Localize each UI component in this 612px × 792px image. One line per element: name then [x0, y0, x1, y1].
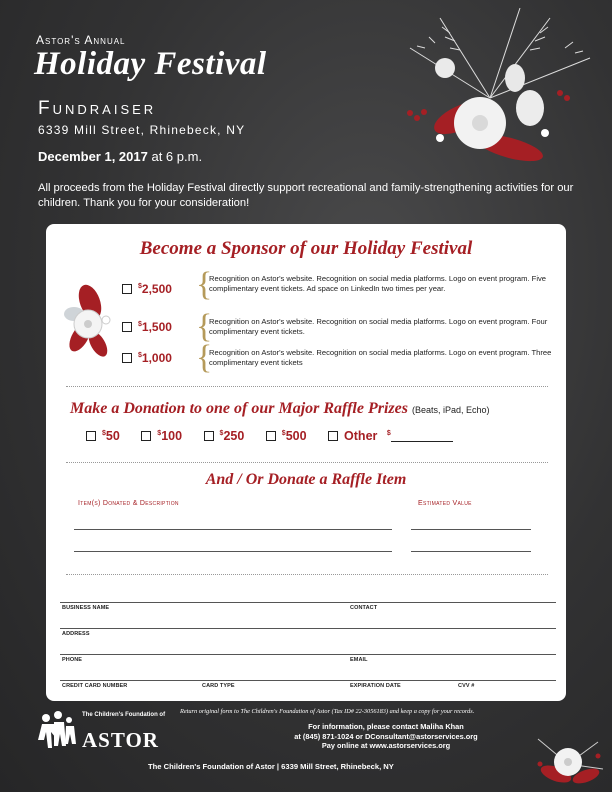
donation-heading-text: Make a Donation to one of our Major Raffle Prizes — [70, 400, 408, 417]
card-type-label: CARD TYPE — [202, 683, 235, 689]
poinsettia-icon — [60, 282, 120, 362]
email-label: EMAIL — [350, 657, 368, 663]
currency-symbol: $ — [138, 352, 142, 359]
item-description-line-2[interactable] — [74, 551, 392, 552]
corner-flower-icon — [528, 734, 608, 790]
logo-small-text: The Children's Foundation of — [82, 712, 166, 718]
tier-1500-checkbox[interactable] — [122, 320, 172, 334]
other-amount-field[interactable] — [391, 430, 453, 442]
currency-symbol: $ — [219, 429, 224, 437]
tier-amount: 1,000 — [141, 351, 172, 365]
currency-symbol: $ — [138, 283, 142, 290]
tier-description: Recognition on Astor's website. Recognition on social media platforms. Logo on event program. Three complimentary event tickets — [209, 348, 552, 367]
donation-500-checkbox[interactable] — [266, 429, 307, 443]
info-line-1: For information, please contact Maliha Khan — [308, 722, 464, 731]
annual-label: Astor's Annual — [36, 33, 126, 47]
tier-2500-checkbox[interactable] — [122, 282, 172, 296]
donation-other-checkbox[interactable] — [328, 429, 453, 443]
items-column-header: Item(s) Donated & Description — [78, 500, 179, 507]
raffle-heading: And / Or Donate a Raffle Item — [205, 471, 407, 488]
date-text: December 1, 2017 — [38, 149, 148, 164]
currency-symbol: $ — [386, 429, 391, 437]
contact-label: CONTACT — [350, 605, 378, 611]
donation-amounts — [86, 429, 471, 443]
tier-amount: 2,500 — [141, 282, 172, 296]
cvv-label: CVV # — [458, 683, 475, 689]
contact-info — [236, 722, 536, 751]
donation-100-checkbox[interactable] — [141, 429, 182, 443]
brace-decoration: { — [196, 339, 213, 376]
checkbox-box[interactable] — [122, 322, 132, 332]
return-note: Return original form to The Children's Foundation of Astor (Tax ID# 22-3056183) and keep a copy for your records. — [180, 708, 475, 715]
checkbox-box[interactable] — [86, 431, 96, 441]
tier-amount: 1,500 — [141, 320, 172, 334]
donation-amount: 500 — [285, 429, 307, 443]
divider — [66, 574, 548, 575]
currency-symbol: $ — [102, 429, 106, 437]
business-line-top — [60, 602, 556, 603]
currency-symbol: $ — [281, 429, 286, 437]
checkbox-box[interactable] — [204, 431, 214, 441]
divider — [66, 462, 548, 463]
tier-description: Recognition on Astor's website. Recognition on social media platforms. Logo on event program. Five complimentary event tickets. Ad space on LinkedIn two times per year. — [209, 274, 547, 293]
checkbox-box[interactable] — [122, 284, 132, 294]
time-text: at 6 p.m. — [147, 149, 203, 164]
donation-heading — [70, 400, 490, 418]
astor-logo-icon — [36, 710, 78, 750]
event-title: Holiday Festival — [34, 46, 267, 82]
event-address: 6339 Mill Street, Rhinebeck, NY — [38, 123, 246, 137]
item-description-line-1[interactable] — [74, 529, 392, 530]
phone-label: PHONE — [62, 657, 83, 663]
currency-symbol: $ — [157, 429, 162, 437]
address-field[interactable] — [60, 654, 556, 655]
donation-250-checkbox[interactable] — [204, 429, 245, 443]
checkbox-box[interactable] — [328, 431, 338, 441]
divider — [66, 386, 548, 387]
credit-card-label: CREDIT CARD NUMBER — [62, 683, 128, 689]
donation-amount: 250 — [223, 429, 245, 443]
other-label: Other — [344, 429, 378, 443]
currency-symbol: $ — [138, 321, 142, 328]
footer-address: The Children's Foundation of Astor | 6339 Mill Street, Rhinebeck, NY — [148, 762, 394, 771]
donation-50-checkbox[interactable] — [86, 429, 120, 443]
event-date — [38, 149, 202, 164]
tier-description: Recognition on Astor's website. Recognition on social media platforms. Logo on event program. Four complimentary event tickets. — [209, 317, 548, 336]
item-value-line-1[interactable] — [411, 529, 531, 530]
sponsor-heading: Become a Sponsor of our Holiday Festival — [139, 238, 473, 259]
logo-big-text: ASTOR — [82, 728, 159, 752]
business-name-label: BUSINESS NAME — [62, 605, 110, 611]
tier-1000-checkbox[interactable] — [122, 351, 172, 365]
address-label: ADDRESS — [62, 631, 90, 637]
value-column-header: Estimated Value — [418, 500, 472, 507]
phone-email-field[interactable] — [60, 680, 556, 681]
form-card — [46, 224, 566, 701]
checkbox-box[interactable] — [266, 431, 276, 441]
intro-text: All proceeds from the Holiday Festival directly support recreational and family-strengthening activities for our children. Thank you for your consideration! — [38, 182, 574, 209]
brace-decoration: { — [196, 266, 213, 303]
donation-amount: 50 — [105, 429, 120, 443]
info-line-3: Pay online at www.astorservices.org — [321, 741, 451, 750]
brace-decoration: { — [196, 308, 213, 345]
prizes-note: (Beats, iPad, Echo) — [411, 405, 490, 415]
checkbox-box[interactable] — [141, 431, 151, 441]
floral-decoration-icon — [380, 8, 600, 178]
donation-amount: 100 — [161, 429, 183, 443]
checkbox-box[interactable] — [122, 353, 132, 363]
item-value-line-2[interactable] — [411, 551, 531, 552]
business-contact-field[interactable] — [60, 628, 556, 629]
expiration-label: EXPIRATION DATE — [350, 683, 401, 689]
fundraiser-label: Fundraiser — [38, 98, 157, 119]
info-line-2: at (845) 871-1024 or DConsultant@astorservices.org — [294, 731, 478, 741]
